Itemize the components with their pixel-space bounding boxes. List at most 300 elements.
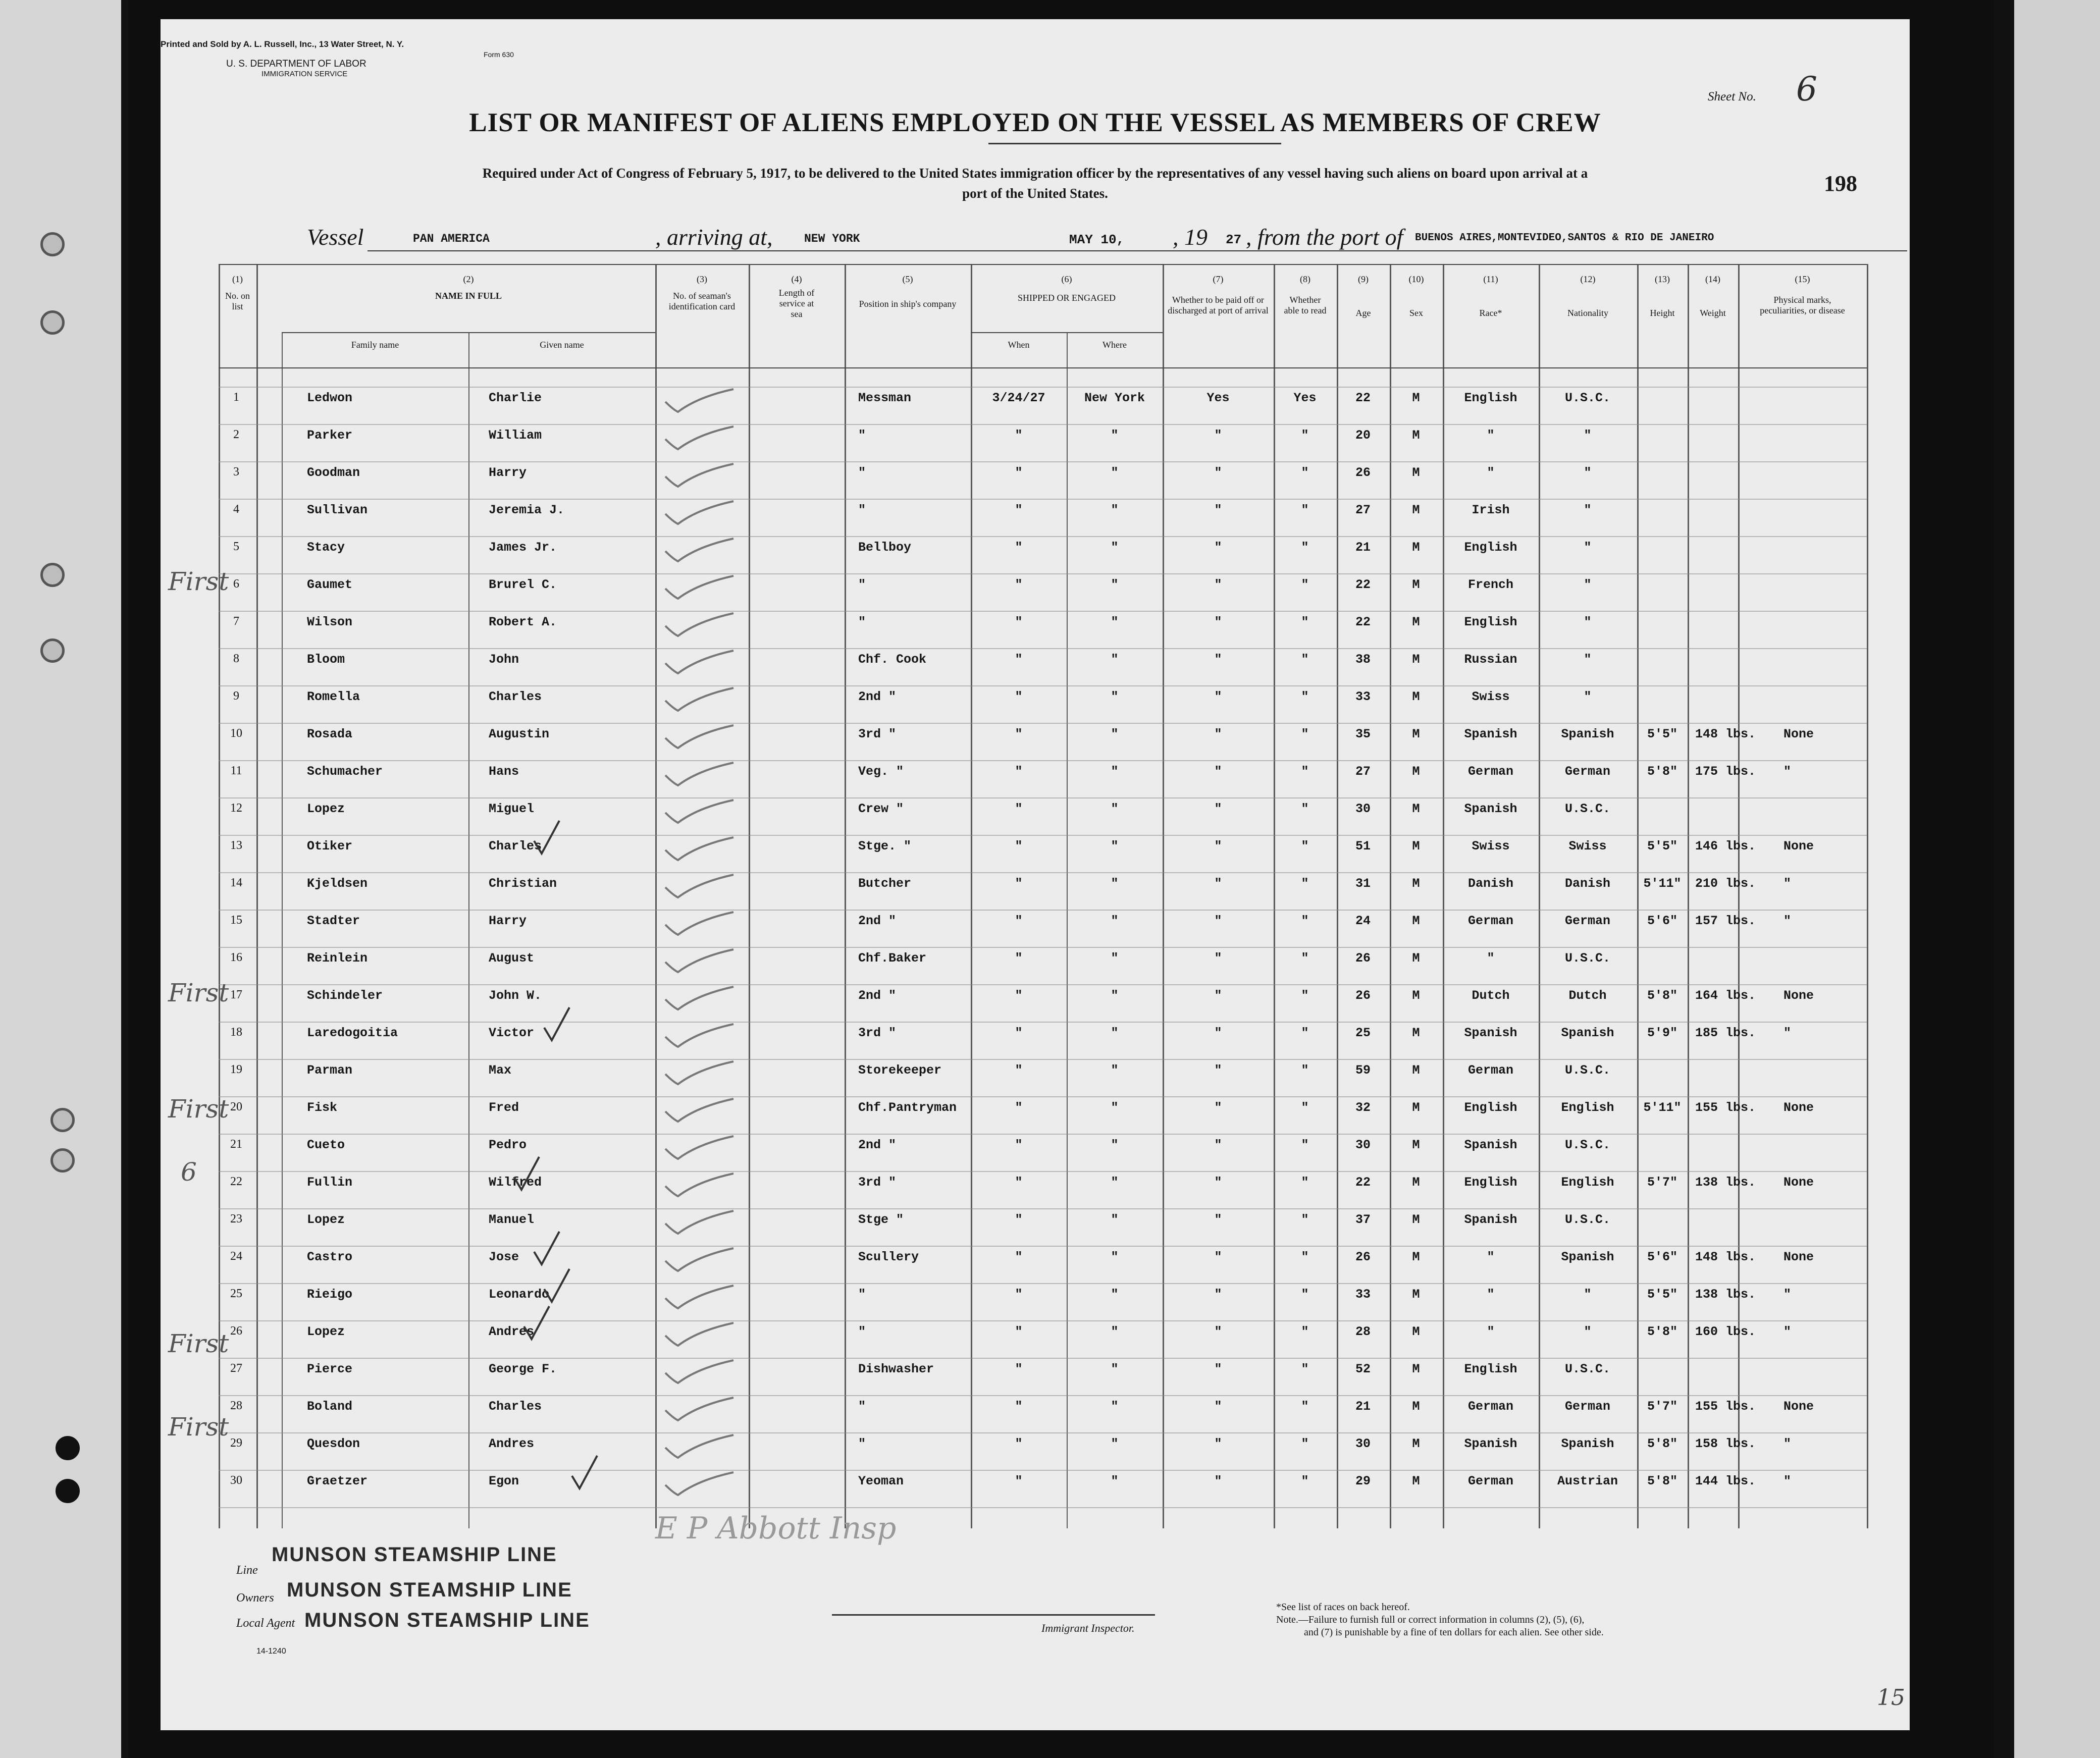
cell-position: 2nd " [858, 689, 897, 704]
cell-sex: M [1412, 1212, 1420, 1227]
cell-where: " [1111, 1399, 1119, 1414]
sheet-label: Sheet No. [1708, 90, 1756, 103]
cell-age: 27 [1355, 503, 1371, 517]
handwritten-first: First [168, 567, 229, 596]
cell-where: " [1111, 1362, 1119, 1376]
cell-nationality: U.S.C. [1564, 1063, 1610, 1078]
cell-age: 22 [1355, 391, 1371, 405]
cell-given: Harry [489, 465, 527, 480]
check-mark [665, 987, 733, 1009]
year-prefix: , 19 [1173, 224, 1208, 250]
cell-given: Manuel [489, 1212, 535, 1227]
cell-no: 1 [233, 391, 239, 404]
cell-when: " [1015, 988, 1023, 1003]
punch-hole [40, 563, 65, 587]
cell-sex: M [1412, 652, 1420, 667]
cell-read: " [1301, 1138, 1309, 1152]
cell-race: Dutch [1472, 988, 1510, 1003]
cell-read: " [1301, 1324, 1309, 1339]
cell-age: 51 [1355, 839, 1371, 854]
cell-where: " [1111, 1250, 1119, 1264]
cell-read: " [1301, 465, 1309, 480]
col5-header: (5) Position in ship's company [859, 274, 957, 309]
cell-race: " [1487, 1250, 1495, 1264]
col11-header: (11) Race* [1479, 274, 1502, 318]
cell-marks: " [1783, 1436, 1792, 1451]
cell-race: Russian [1464, 652, 1517, 667]
cell-no: 23 [230, 1212, 242, 1226]
punch-hole [56, 1479, 80, 1503]
check-mark [665, 576, 733, 599]
cell-age: 38 [1355, 652, 1371, 667]
cell-when: " [1015, 689, 1023, 704]
cell-family: Boland [307, 1399, 353, 1414]
cell-marks: None [1783, 1100, 1814, 1115]
cell-when: " [1015, 1399, 1023, 1414]
check-mark [665, 1061, 733, 1084]
check-mark [665, 875, 733, 897]
cell-family: Goodman [307, 465, 360, 480]
cell-sex: M [1412, 1250, 1420, 1264]
cell-family: Lopez [307, 802, 345, 816]
cell-paid: " [1214, 727, 1222, 741]
cell-family: Pierce [307, 1362, 353, 1376]
cell-sex: M [1412, 540, 1420, 555]
check-mark [665, 949, 733, 972]
cell-paid: " [1214, 1063, 1222, 1078]
cell-paid: Yes [1206, 391, 1230, 405]
check-mark [665, 613, 733, 636]
cell-paid: " [1214, 1362, 1222, 1376]
cell-no: 7 [233, 615, 239, 628]
cell-no: 17 [230, 988, 242, 1001]
cell-race: Spanish [1464, 1138, 1517, 1152]
cell-read: " [1301, 802, 1309, 816]
cell-paid: " [1214, 802, 1222, 816]
cell-sex: M [1412, 1138, 1420, 1152]
cell-given: Brurel C. [489, 577, 557, 592]
cell-when: " [1015, 1100, 1023, 1115]
cell-weight: 210 lbs. [1695, 876, 1756, 891]
cell-height: 5'5" [1647, 727, 1677, 741]
cell-given: Jeremia J. [489, 503, 565, 517]
cell-no: 14 [230, 876, 242, 889]
cell-when: " [1015, 1436, 1023, 1451]
cell-sex: M [1412, 1399, 1420, 1414]
cell-given: Jose [489, 1250, 519, 1264]
cell-where: " [1111, 802, 1119, 816]
cell-family: Rosada [307, 727, 353, 741]
cell-given: James Jr. [489, 540, 557, 555]
cell-weight: 158 lbs. [1695, 1436, 1756, 1451]
handwritten-first: First [168, 1329, 229, 1358]
cell-where: " [1111, 951, 1119, 966]
cell-age: 35 [1355, 727, 1371, 741]
cell-read: " [1301, 951, 1309, 966]
check-mark [514, 1157, 539, 1190]
cell-given: John W. [489, 988, 542, 1003]
cell-weight: 157 lbs. [1695, 914, 1756, 928]
cell-when: " [1015, 652, 1023, 667]
col13-header: (13) Height [1650, 274, 1675, 318]
cell-paid: " [1214, 764, 1222, 779]
col2-header: (2) NAME IN FULL [435, 274, 502, 301]
cell-read: " [1301, 1250, 1309, 1264]
cell-where: " [1111, 876, 1119, 891]
cell-paid: " [1214, 1026, 1222, 1040]
check-mark [665, 1136, 733, 1159]
cell-sex: M [1412, 876, 1420, 891]
cell-when: " [1015, 1212, 1023, 1227]
cell-no: 5 [233, 540, 239, 553]
check-mark [665, 539, 733, 561]
cell-no: 18 [230, 1026, 242, 1039]
cell-family: Castro [307, 1250, 353, 1264]
cell-paid: " [1214, 1436, 1222, 1451]
cell-no: 13 [230, 839, 242, 852]
cell-height: 5'5" [1647, 1287, 1677, 1302]
cell-position: Messman [858, 391, 912, 405]
cell-given: John [489, 652, 519, 667]
cell-position: Dishwasher [858, 1362, 934, 1376]
cell-paid: " [1214, 465, 1222, 480]
cell-race: " [1487, 1287, 1495, 1302]
cell-where: " [1111, 652, 1119, 667]
service: IMMIGRATION SERVICE [261, 70, 348, 78]
col7-header: (7) Whether to be paid off or discharged at port of arrival [1168, 274, 1269, 315]
col6-header: (6) SHIPPED OR ENGAGED [1017, 274, 1116, 303]
cell-read: " [1301, 1212, 1309, 1227]
cell-sex: M [1412, 1287, 1420, 1302]
cell-age: 25 [1355, 1026, 1371, 1040]
cell-nationality: Austrian [1557, 1474, 1618, 1488]
cell-where: " [1111, 1100, 1119, 1115]
cell-race: German [1467, 1063, 1513, 1078]
adjacent-page-right [1994, 0, 2100, 1758]
cell-where: " [1111, 689, 1119, 704]
arriving-label: , arriving at, [655, 224, 773, 250]
cell-sex: M [1412, 951, 1420, 966]
cell-family: Bloom [307, 652, 345, 667]
check-mark [665, 389, 733, 412]
arrival-port: NEW YORK [804, 232, 860, 245]
cell-position: Storekeeper [858, 1063, 942, 1078]
cell-sex: M [1412, 465, 1420, 480]
cell-given: George F. [489, 1362, 557, 1376]
agent-label: Local Agent [236, 1617, 295, 1630]
cell-nationality: Danish [1564, 876, 1610, 891]
cell-paid: " [1214, 876, 1222, 891]
cell-family: Kjeldsen [307, 876, 368, 891]
check-mark [544, 1007, 569, 1040]
cell-given: Leonardo [489, 1287, 550, 1302]
cell-family: Schindeler [307, 988, 383, 1003]
cell-age: 30 [1355, 802, 1371, 816]
cell-family: Schumacher [307, 764, 383, 779]
cell-where: " [1111, 988, 1119, 1003]
cell-where: " [1111, 764, 1119, 779]
cell-position: 3rd " [858, 727, 897, 741]
cell-nationality: German [1564, 1399, 1610, 1414]
cell-position: " [858, 577, 866, 592]
check-mark [534, 1232, 559, 1264]
cell-read: " [1301, 727, 1309, 741]
check-mark [665, 1099, 733, 1122]
cell-race: Spanish [1464, 1026, 1517, 1040]
cell-race: English [1464, 1175, 1517, 1190]
cell-weight: 175 lbs. [1695, 764, 1756, 779]
cell-sex: M [1412, 988, 1420, 1003]
inspector-rule [832, 1614, 1155, 1616]
cell-where: " [1111, 1436, 1119, 1451]
cell-when: " [1015, 503, 1023, 517]
footnote-penalty: Note.—Failure to furnish full or correct information in columns (2), (5), (6), [1276, 1614, 1585, 1625]
cell-given: Andres [489, 1324, 535, 1339]
cell-sex: M [1412, 839, 1420, 854]
cell-where: " [1111, 1063, 1119, 1078]
cell-age: 21 [1355, 1399, 1371, 1414]
check-mark [665, 837, 733, 860]
cell-no: 25 [230, 1287, 242, 1300]
cell-paid: " [1214, 1399, 1222, 1414]
cell-nationality: English [1561, 1175, 1614, 1190]
cell-where: " [1111, 577, 1119, 592]
cell-nationality: " [1584, 615, 1592, 629]
cell-no: 19 [230, 1063, 242, 1076]
cell-height: 5'7" [1647, 1175, 1677, 1190]
cell-paid: " [1214, 1287, 1222, 1302]
cell-no: 6 [233, 577, 239, 591]
col6-where-header: Where [1102, 340, 1127, 350]
col14-header: (14) Weight [1700, 274, 1726, 318]
cell-age: 30 [1355, 1138, 1371, 1152]
line-stamp: MUNSON STEAMSHIP LINE [272, 1543, 557, 1566]
cell-weight: 164 lbs. [1695, 988, 1756, 1003]
cell-race: Spanish [1464, 727, 1517, 741]
cell-race: " [1487, 465, 1495, 480]
cell-marks: " [1783, 1474, 1792, 1488]
cell-read: " [1301, 1175, 1309, 1190]
cell-age: 26 [1355, 988, 1371, 1003]
cell-where: " [1111, 540, 1119, 555]
cell-marks: " [1783, 764, 1792, 779]
cell-paid: " [1214, 577, 1222, 592]
cell-position: Butcher [858, 876, 912, 891]
cell-paid: " [1214, 689, 1222, 704]
cell-race: Spanish [1464, 802, 1517, 816]
cell-weight: 148 lbs. [1695, 1250, 1756, 1264]
cell-where: " [1111, 914, 1119, 928]
check-mark [665, 464, 733, 487]
cell-family: Lopez [307, 1324, 345, 1339]
check-mark [665, 651, 733, 673]
cell-nationality: U.S.C. [1564, 951, 1610, 966]
cell-nationality: German [1564, 764, 1610, 779]
col10-header: (10) Sex [1408, 274, 1424, 318]
cell-nationality: German [1564, 914, 1610, 928]
cell-weight: 138 lbs. [1695, 1175, 1756, 1190]
vessel-name: PAN AMERICA [413, 232, 490, 245]
cell-sex: M [1412, 764, 1420, 779]
cell-when: " [1015, 1362, 1023, 1376]
cell-marks: " [1783, 1287, 1792, 1302]
adjacent-page-left [0, 0, 128, 1758]
cell-when: " [1015, 540, 1023, 555]
cell-position: Veg. " [858, 764, 904, 779]
cell-nationality: " [1584, 540, 1592, 555]
cell-position: 3rd " [858, 1175, 897, 1190]
cell-no: 16 [230, 951, 242, 964]
cell-paid: " [1214, 1100, 1222, 1115]
cell-race: French [1467, 577, 1513, 592]
cell-age: 26 [1355, 1250, 1371, 1264]
cell-age: 59 [1355, 1063, 1371, 1078]
cell-marks: None [1783, 839, 1814, 854]
cell-read: " [1301, 577, 1309, 592]
page-number: 198 [1824, 171, 1857, 196]
col3-header: (3) No. of seaman's identification card [668, 274, 736, 311]
cell-paid: " [1214, 428, 1222, 443]
col1-header: (1) No. on list [225, 274, 250, 311]
check-mark [665, 501, 733, 524]
cell-family: Ledwon [307, 391, 353, 405]
check-mark [665, 912, 733, 935]
form-code: 14-1240 [256, 1647, 286, 1656]
cell-race: Irish [1472, 503, 1510, 517]
cell-sex: M [1412, 727, 1420, 741]
cell-where: " [1111, 1287, 1119, 1302]
cell-position: " [858, 1399, 866, 1414]
cell-position: Crew " [858, 802, 904, 816]
cell-given: August [489, 951, 535, 966]
cell-no: 20 [230, 1100, 242, 1113]
cell-position: " [858, 503, 866, 517]
cell-nationality: Spanish [1561, 727, 1614, 741]
cell-given: Charles [489, 1399, 542, 1414]
cell-age: 22 [1355, 577, 1371, 592]
cell-weight: 185 lbs. [1695, 1026, 1756, 1040]
cell-no: 26 [230, 1324, 242, 1338]
cell-age: 31 [1355, 876, 1371, 891]
check-mark [665, 1024, 733, 1047]
check-mark [572, 1456, 597, 1488]
cell-nationality: Spanish [1561, 1026, 1614, 1040]
cell-paid: " [1214, 503, 1222, 517]
cell-when: " [1015, 577, 1023, 592]
check-mark [665, 763, 733, 785]
footnote-races: *See list of races on back hereof. [1276, 1602, 1410, 1613]
cell-paid: " [1214, 951, 1222, 966]
cell-marks: " [1783, 876, 1792, 891]
cell-given: Victor [489, 1026, 535, 1040]
cell-sex: M [1412, 1436, 1420, 1451]
cell-given: Charles [489, 839, 542, 854]
cell-height: 5'8" [1647, 988, 1677, 1003]
cell-nationality: " [1584, 428, 1592, 443]
cell-paid: " [1214, 1250, 1222, 1264]
inspector-label: Immigrant Inspector. [1041, 1622, 1135, 1634]
cell-family: Reinlein [307, 951, 368, 966]
punch-hole [40, 310, 65, 335]
cell-read: " [1301, 839, 1309, 854]
cell-given: Harry [489, 914, 527, 928]
cell-position: Chf.Pantryman [858, 1100, 957, 1115]
cell-race: Spanish [1464, 1436, 1517, 1451]
footnote-penalty-cont: and (7) is punishable by a fine of ten dollars for each alien. See other side. [1304, 1627, 1604, 1638]
cell-when: " [1015, 727, 1023, 741]
cell-age: 30 [1355, 1436, 1371, 1451]
cell-read: " [1301, 615, 1309, 629]
cell-sex: M [1412, 1324, 1420, 1339]
cell-where: New York [1084, 391, 1145, 405]
cell-weight: 138 lbs. [1695, 1287, 1756, 1302]
cell-when: 3/24/27 [992, 391, 1045, 405]
cell-age: 33 [1355, 689, 1371, 704]
cell-position: Chf. Cook [858, 652, 927, 667]
cell-read: " [1301, 652, 1309, 667]
cell-read: " [1301, 1063, 1309, 1078]
cell-position: Stge. " [858, 839, 912, 854]
cell-read: " [1301, 1474, 1309, 1488]
cell-family: Otiker [307, 839, 353, 854]
cell-position: 3rd " [858, 1026, 897, 1040]
cell-position: " [858, 1436, 866, 1451]
cell-marks: " [1783, 1324, 1792, 1339]
cell-position: Scullery [858, 1250, 919, 1264]
check-mark [665, 688, 733, 711]
cell-weight: 144 lbs. [1695, 1474, 1756, 1488]
subtitle: Required under Act of Congress of February 5, 1917, to be delivered to the United States immigration officer by the representatives of any vessel having such aliens on board upon arrival at a [482, 166, 1588, 181]
cell-race: German [1467, 1399, 1513, 1414]
cell-when: " [1015, 1324, 1023, 1339]
col2-given-header: Given name [540, 340, 584, 350]
cell-where: " [1111, 1026, 1119, 1040]
cell-when: " [1015, 1250, 1023, 1264]
cell-given: Robert A. [489, 615, 557, 629]
form-number: Form 630 [484, 50, 514, 59]
cell-read: " [1301, 988, 1309, 1003]
cell-no: 3 [233, 465, 239, 478]
cell-race: " [1487, 1324, 1495, 1339]
cell-nationality: Spanish [1561, 1250, 1614, 1264]
vessel-label: Vessel [307, 224, 364, 250]
arrival-year: 27 [1226, 232, 1242, 247]
cell-marks: None [1783, 1399, 1814, 1414]
handwritten-first: First [168, 1412, 229, 1442]
check-mark [665, 1472, 733, 1495]
cell-nationality: Dutch [1568, 988, 1607, 1003]
handwritten-first: First [168, 1094, 229, 1124]
cell-sex: M [1412, 1175, 1420, 1190]
cell-given: Charles [489, 689, 542, 704]
cell-weight: 155 lbs. [1695, 1399, 1756, 1414]
cell-paid: " [1214, 988, 1222, 1003]
cell-race: English [1464, 1100, 1517, 1115]
cell-nationality: " [1584, 689, 1592, 704]
line-label: Line [236, 1564, 258, 1577]
cell-read: " [1301, 1100, 1309, 1115]
cell-weight: 148 lbs. [1695, 727, 1756, 741]
cell-read: " [1301, 764, 1309, 779]
cell-read: " [1301, 503, 1309, 517]
cell-when: " [1015, 876, 1023, 891]
cell-race: English [1464, 1362, 1517, 1376]
cell-given: Fred [489, 1100, 519, 1115]
cell-read: " [1301, 1436, 1309, 1451]
cell-no: 10 [230, 727, 242, 740]
cell-height: 5'5" [1647, 839, 1677, 854]
cell-given: Andres [489, 1436, 535, 1451]
